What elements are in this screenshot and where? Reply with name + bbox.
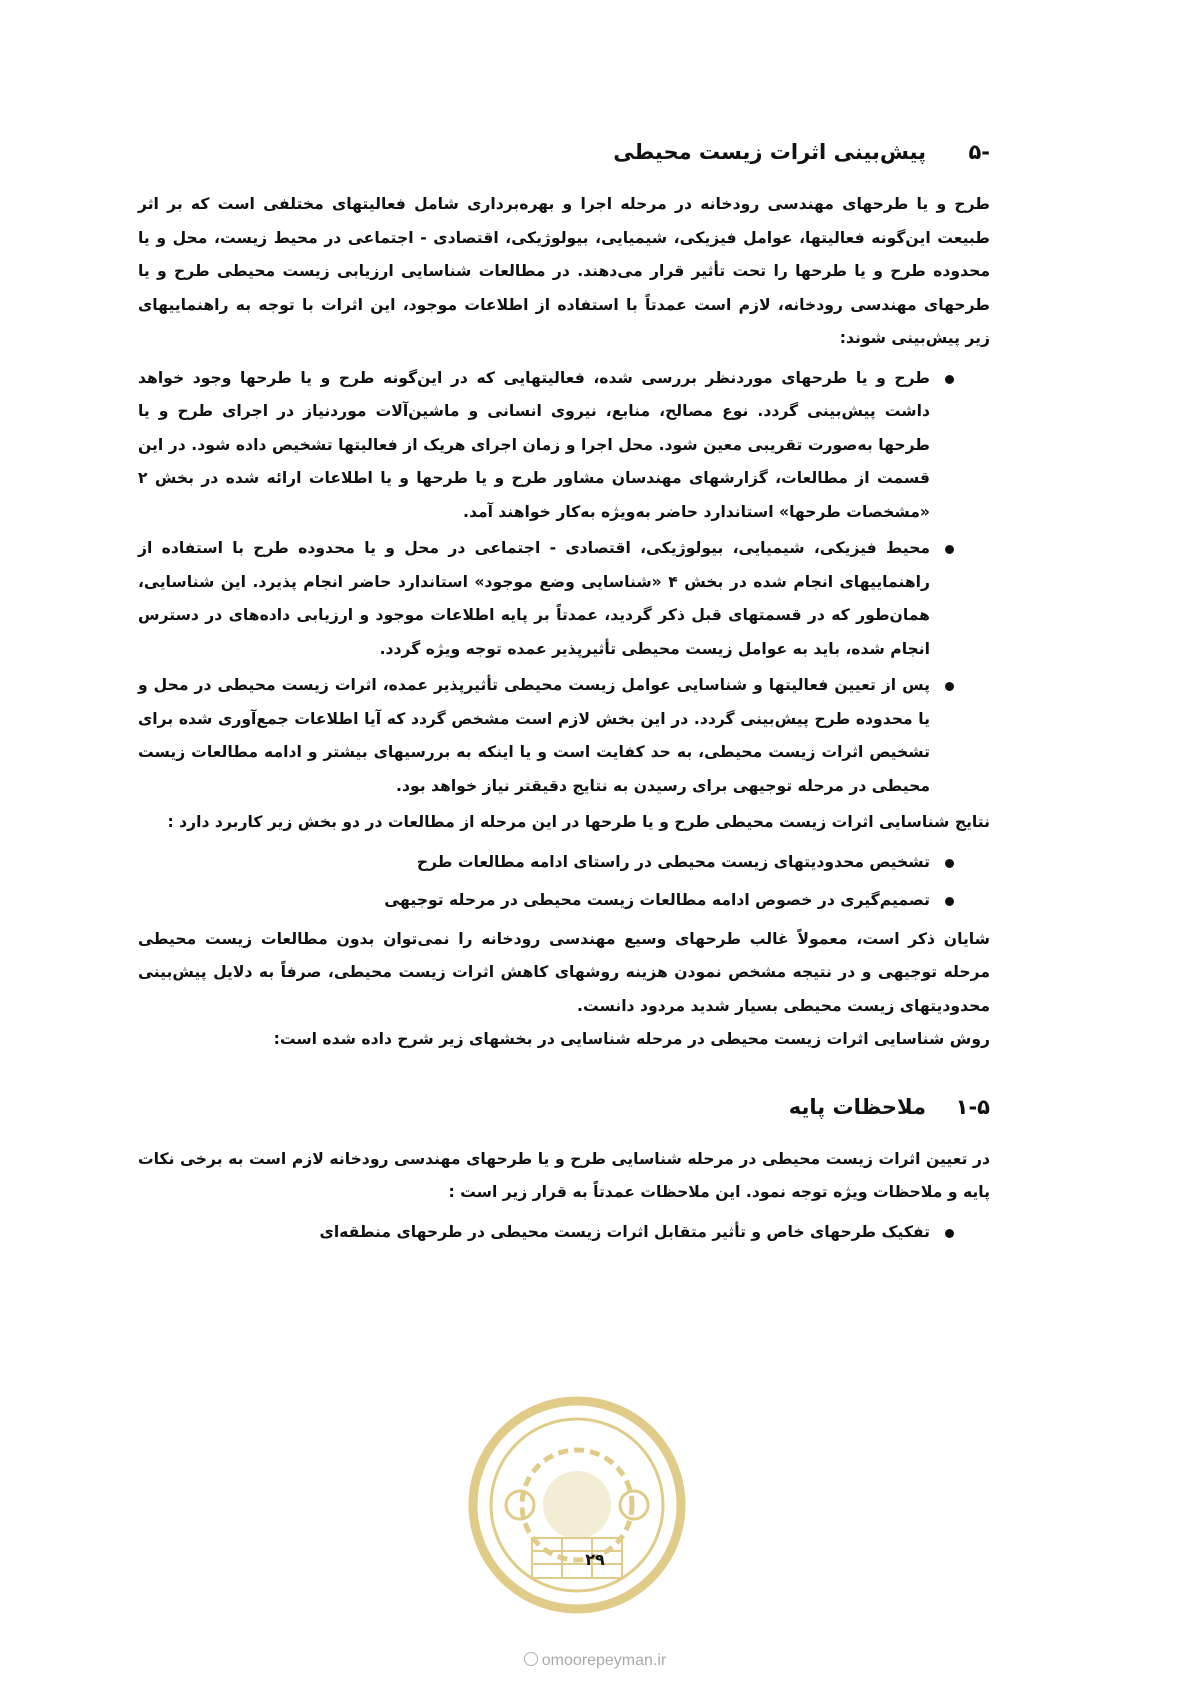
document-page [138, 140, 990, 1254]
list-item-text: طرح و یا طرحهای موردنظر بررسی شده، فعالیتهایی که در این‌گونه طرح و یا طرحها وجود خواهد داشت پیش‌بینی گردد. نوع مصالح، منابع، نیروی انسانی و ماشین‌آلات موردنیاز در اجرای طرح و یا طرحها به‌صورت تقریبی معین شود. محل اجرا و زمان اجرای هریک از فعالیتها تشخیص داده شود. در این قسمت از مطالعات، گزارشهای مهندسان مشاور طرح و یا طرحها و یا اطلاعات ارائه شده در بخش ۲ «مشخصات طرحها» استاندارد حاضر به‌ویژه به‌کار خواهند آمد. [138, 368, 930, 521]
list-item-text: محیط فیزیکی، شیمیایی، بیولوژیکی، اقتصادی - اجتماعی در محل و یا محدوده طرح با استفاده از راهنماییهای انجام شده در بخش ۴ «شناسایی وضع موجود» استاندارد حاضر انجام پذیرد. این شناسایی، همان‌طور که در قسمتهای قبل ذکر گردید، عمدتاً بر پایه اطلاعات موجود و ارزیابی داده‌های در دسترس انجام شده، باید به عوامل زیست محیطی تأثیرپذیر عمده توجه ویژه گردد. [138, 539, 930, 658]
section-heading [138, 140, 990, 180]
subsection-title: ملاحظات پایه [788, 1094, 926, 1119]
list-item [138, 532, 990, 666]
section-title: پیش‌بینی اثرات زیست محیطی [613, 140, 926, 164]
intro-paragraph: طرح و یا طرحهای مهندسی رودخانه در مرحله اجرا و بهره‌برداری شامل فعالیتهای مختلفی است که بر اثر طبیعت این‌گونه فعالیتها، عوامل فیزیکی، شیمیایی، بیولوژیکی، اقتصادی - اجتماعی در محیط زیست، محل و یا محدوده طرح و یا طرحها را تحت تأثیر قرار می‌دهند. در مطالعات شناسایی ارزیابی زیست محیطی طرح و یا طرحهای مهندسی رودخانه، لازم است عمدتاً با استفاده از اطلاعات موجود، این اثرات با توجه به راهنماییهای زیر پیش‌بینی شوند: [138, 195, 990, 347]
main-bullet-list [138, 362, 990, 804]
method-line: روش شناسایی اثرات زیست محیطی در مرحله شناسایی در بخشهای زیر شرح داده شده است: [273, 1030, 990, 1048]
bullet-icon [945, 545, 954, 554]
bullet-icon [945, 1229, 954, 1238]
section-number: -۵ [968, 140, 990, 164]
bullet-icon [945, 897, 954, 906]
list-item [138, 669, 990, 803]
list-item [138, 846, 990, 880]
list-item [138, 362, 990, 530]
list-item-text: پس از تعیین فعالیتها و شناسایی عوامل زیست محیطی تأثیرپذیر عمده، اثرات زیست محیطی در محل و یا محدوده طرح پیش‌بینی گردد. در این بخش لازم است مشخص گردد که آیا اطلاعات جمع‌آوری شده برای تشخیص اثرات زیست محیطی، به حد کفایت است و یا اینکه به بررسیهای بیشتر و ادامه مطالعات زیست محیطی در مرحله توجیهی برای رسیدن به نتایج دقیقتر نیاز خواهد بود. [138, 676, 930, 795]
page-number: ۲۹ [585, 1550, 605, 1569]
globe-icon [524, 1652, 538, 1666]
section-spacer [138, 1057, 990, 1095]
bullet-icon [945, 859, 954, 868]
list-item [138, 1216, 990, 1250]
sub-bullet-list [138, 1216, 990, 1250]
bullet-icon [945, 375, 954, 384]
note-paragraph: شایان ذکر است، معمولاً غالب طرحهای وسیع مهندسی رودخانه را نمی‌توان بدون مطالعات زیست محیطی مرحله توجیهی و در نتیجه مشخص نمودن هزینه روشهای کاهش اثرات زیست محیطی، صرفاً به دلایل پیش‌بینی محدودیتهای زیست محیطی بسیار شدید مردود دانست. [138, 929, 990, 1015]
stamp-emblem-icon [462, 1388, 692, 1623]
subsection-heading [138, 1095, 990, 1135]
bullet-icon [945, 682, 954, 691]
subsection-number: ۱-۵ [955, 1094, 990, 1119]
list-item-text: تفکیک طرحهای خاص و تأثیر متقابل اثرات زیست محیطی در طرحهای منطقه‌ای [319, 1222, 930, 1241]
results-bullet-list [138, 846, 990, 918]
list-item [138, 884, 990, 918]
list-item-text: تشخیص محدودیتهای زیست محیطی در راستای ادامه مطالعات طرح [416, 852, 930, 871]
list-item-text: تصمیم‌گیری در خصوص ادامه مطالعات زیست محیطی در مرحله توجیهی [384, 891, 930, 909]
watermark-text: omoorepeyman.ir [541, 1652, 667, 1669]
watermark [0, 1652, 1190, 1670]
subsection-paragraph: در تعیین اثرات زیست محیطی در مرحله شناسایی طرح و یا طرحهای مهندسی رودخانه لازم است به برخی نکات پایه و ملاحظات ویژه توجه نمود. این ملاحظات عمدتاً به قرار زیر است : [138, 1149, 990, 1201]
results-intro: نتایج شناسایی اثرات زیست محیطی طرح و یا طرحها در این مرحله از مطالعات در دو بخش زیر کاربرد دارد : [167, 813, 990, 831]
